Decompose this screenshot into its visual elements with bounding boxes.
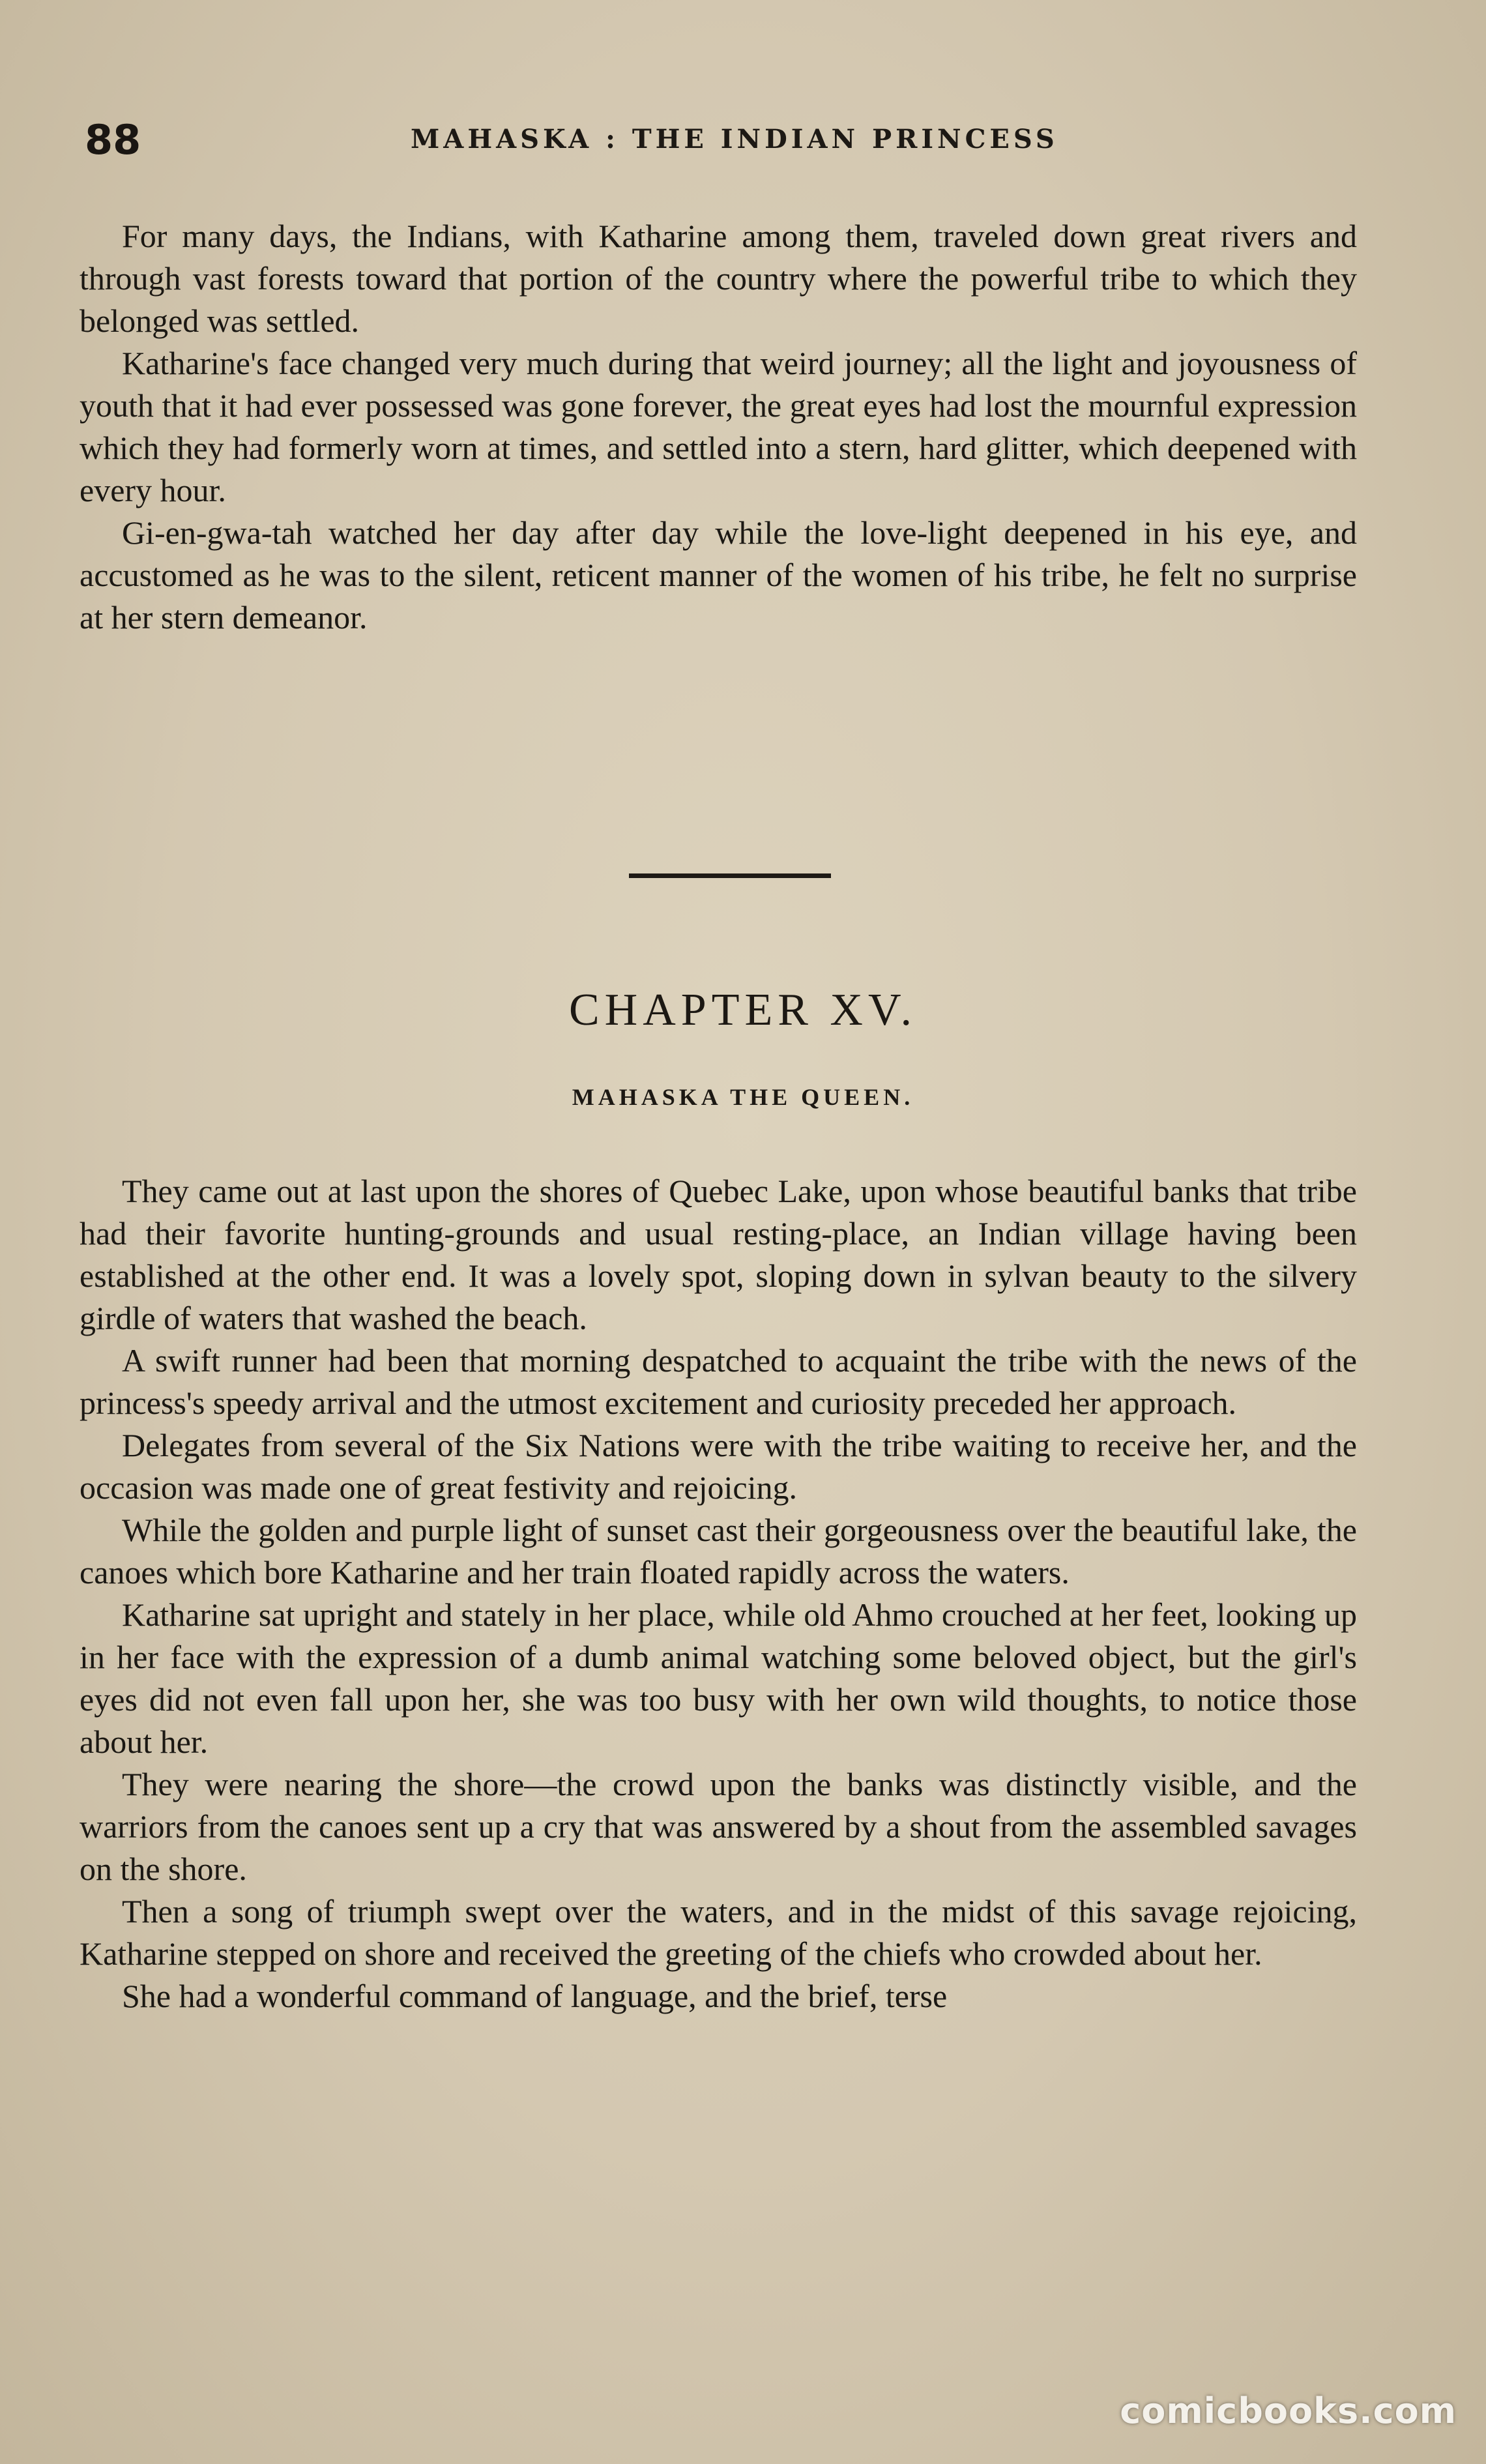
watermark: comicbooks.com (1120, 2390, 1457, 2431)
chapter-subtitle: MAHASKA THE QUEEN. (572, 1084, 914, 1110)
paragraph: A swift runner had been that morning despatched to acquaint the tribe with the news of the princess's speedy arrival and the utmost excitement and curiosity preceded her approach. (80, 1342, 1357, 1421)
paragraph: Delegates from several of the Six Nations were with the tribe waiting to receive her, and the occasion was made one of great festivity and rejoicing. (80, 1427, 1357, 1506)
paragraph: They were nearing the shore—the crowd upon the banks was distinctly visible, and the warriors from the canoes sent up a cry that was answered by a shout from the assembled savages on the shore. (80, 1766, 1357, 1887)
chapter-text (80, 1170, 1357, 2017)
page-number: 88 (85, 116, 141, 164)
paragraph: Gi-en-gwa-tah watched her day after day while the love-light deepened in his eye, and accustomed as he was to the silent, reticent manner of the women of his tribe, he felt no surprise at her stern demeanor. (80, 514, 1357, 636)
paragraph: Katharine's face changed very much during that weird journey; all the light and joyousness of youth that it had ever possessed was gone forever, the great eyes had lost the mournful expression which they had formerly worn at times, and settled into a stern, hard glitter, which deepened with every hour. (80, 345, 1357, 508)
section-divider (629, 873, 831, 878)
paragraph: They came out at last upon the shores of Quebec Lake, upon whose beautiful banks that tribe had their favorite hunting-grounds and usual resting-place, an Indian village having been established at the other end. It was a lovely spot, sloping down in sylvan beauty to the silvery girdle of waters that washed the beach. (80, 1173, 1357, 1336)
paragraph: She had a wonderful command of language, and the brief, terse (122, 1978, 948, 2014)
running-head: MAHASKA : THE INDIAN PRINCESS (411, 124, 1058, 154)
paragraph: For many days, the Indians, with Katharine among them, traveled down great rivers and through vast forests toward that portion of the country where the powerful tribe to which they belonged was settled. (80, 218, 1357, 339)
chapter-title: CHAPTER XV. (568, 985, 917, 1035)
paragraph: Then a song of triumph swept over the waters, and in the midst of this savage rejoicing, Katharine stepped on shore and received the greeting of the chiefs who crowded about her. (80, 1893, 1357, 1972)
paragraph: Katharine sat upright and stately in her place, while old Ahmo crouched at her feet, looking up in her face with the expression of a dumb animal watching some beloved object, but the girl's eyes did not even fall upon her, she was too busy with her own wild thoughts, to notice those about her. (80, 1596, 1357, 1760)
paragraph: While the golden and purple light of sunset cast their gorgeousness over the beautiful lake, the canoes which bore Katharine and her train floated rapidly across the waters. (80, 1512, 1357, 1591)
page-header (85, 116, 1401, 175)
previous-chapter-text (80, 215, 1357, 639)
